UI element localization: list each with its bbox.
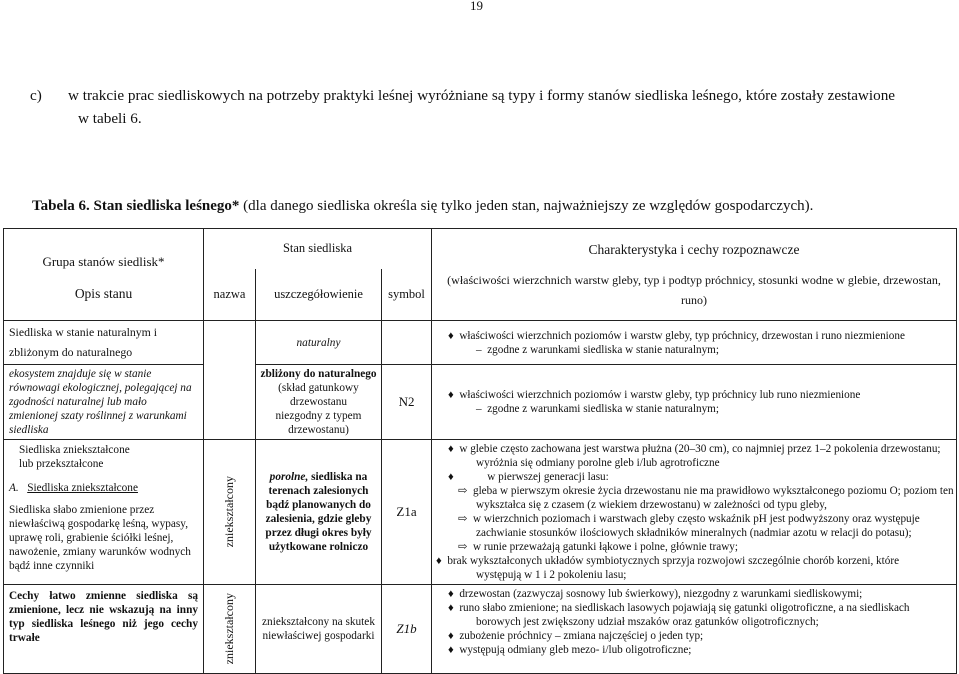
intro-label: c) xyxy=(30,87,42,104)
symbol-empty xyxy=(382,321,432,365)
header-group-cell xyxy=(4,229,204,321)
list-item: ♦ w pierwszej generacji lasu: xyxy=(448,471,609,483)
uszcz-naturalny: naturalny xyxy=(256,321,382,365)
nazwa-deformed-cell-2 xyxy=(204,585,256,674)
header-char-sub-2: runo) xyxy=(681,292,708,307)
group-deformed-cell xyxy=(4,440,204,585)
header-uszczegolowienie: uszczegółowienie xyxy=(256,269,382,321)
list-item: ♦ brak wykształconych układów symbiotycznych sprzyja rozwojowi szczególnie chorób korzeni, które xyxy=(436,555,900,567)
group-natural-cell xyxy=(4,321,204,365)
nazwa-znieksztalcony-1: zniekształcony xyxy=(222,476,236,548)
header-opis-stanu: Opis stanu xyxy=(74,285,133,301)
intro-line-1: w trakcie prac siedliskowych na potrzeby praktyki leśnej wyróżniane są typy i formy stanów siedliska leśnego, które zostały zestawione xyxy=(68,87,896,104)
page-number: 19 xyxy=(470,0,483,13)
header-char-sub-1: (właściwości wierzchnich warstw gleby, typ i podtyp próchnicy, stosunki wodne w glebie, drzewostan, xyxy=(447,272,941,287)
header-stan-siedliska: Stan siedliska xyxy=(204,229,432,269)
table-caption xyxy=(32,198,947,215)
nazwa-natural-empty xyxy=(204,321,256,440)
group-natural-line-2: zbliżonym do naturalnego xyxy=(9,344,133,359)
list-item: ⇨ w runie przeważają gatunki łąkowe i polne, głównie trawy; xyxy=(458,541,738,553)
habitat-state-table xyxy=(3,228,957,674)
char-z1b-cell xyxy=(432,585,957,674)
uszcz-porolne-rest: siedliska na terenach zalesionych bądź planowanych do zalesienia, gdzie gleby przez długi okres były użytkowane rolniczo xyxy=(265,471,372,553)
list-item: ♦ w glebie często zachowana jest warstwa płużna (20–30 cm), co najmniej przez 1–2 pokolenia drzewostanu; xyxy=(448,443,941,455)
intro-paragraph xyxy=(30,84,930,130)
sub-title-deformed: Siedliska zniekształcone xyxy=(27,482,138,494)
char-natural-cell xyxy=(432,321,957,365)
list-item: – zgodne z warunkami siedliska w stanie naturalnym; xyxy=(476,403,719,415)
uszcz-zblizony-cell xyxy=(256,365,382,440)
list-item: – zgodne z warunkami siedliska w stanie naturalnym; xyxy=(476,343,719,356)
header-symbol: symbol xyxy=(382,269,432,321)
list-item: wykształca się z czasem (z wiekiem drzewostanu) w zależności od typu gleby, xyxy=(476,499,827,511)
list-item: występują w 1 i 2 pokoleniu lasu; xyxy=(476,569,627,581)
group-deformed-line-1: Siedliska zniekształcone xyxy=(19,444,130,456)
opis-cechy-cell: Cechy łatwo zmienne siedliska są zmienione, lecz nie wskazują na inny typ siedliska leśnego niż jego cechy trwałe xyxy=(4,585,204,674)
nazwa-deformed-cell xyxy=(204,440,256,585)
header-group-title: Grupa stanów siedlisk* xyxy=(42,253,165,269)
list-item: wyróżnia się odmiany porolne gleb i/lub agrotroficzne xyxy=(476,457,720,469)
group-deformed-line-2: lub przekształcone xyxy=(19,458,104,470)
list-item: ♦ drzewostan (zazwyczaj sosnowy lub świerkowy), niezgodny z warunkami siedliskowymi; xyxy=(448,588,863,600)
uszcz-zblizony-line-3: niezgodny z typem drzewostanu) xyxy=(275,410,362,436)
char-porolne-cell xyxy=(432,440,957,585)
uszcz-zblizony-title: zbliżony do naturalnego xyxy=(260,368,377,380)
list-item: ♦ właściwości wierzchnich poziomów i warstw gleby, typ próchnicy, drzewostan i runo niezmienione xyxy=(448,329,905,342)
list-item: ♦ zubożenie próchnicy – zmiana najczęściej o jeden typ; xyxy=(448,630,704,642)
table-row xyxy=(4,365,957,440)
table-row xyxy=(4,321,957,365)
intro-line-2: w tabeli 6. xyxy=(78,110,142,127)
table-row xyxy=(4,440,957,585)
group-natural-line-1: Siedliska w stanie naturalnym i xyxy=(9,325,158,339)
char-zblizony-cell xyxy=(432,365,957,440)
header-char-title: Charakterystyka i cechy rozpoznawcze xyxy=(588,241,800,257)
list-item: borowych jest zwiększony udział mszaków oraz gatunków oligotroficznych; xyxy=(476,616,819,628)
header-nazwa: nazwa xyxy=(204,269,256,321)
opis-deformed: Siedliska słabo zmienione przez niewłaściwą gospodarkę leśną, wypasy, uprawę roli, grabienie ściółki leśnej, nawożenie, zmiany warunków wodnych bądź inne czynniki xyxy=(9,504,191,572)
list-item: ⇨ gleba w pierwszym okresie życia drzewostanu nie ma prawidłowo wykształconego poziomu O; poziom ten xyxy=(458,485,954,497)
list-item: ♦ występują odmiany gleb mezo- i/lub oligotroficzne; xyxy=(448,644,692,656)
opis-natural-cell: ekosystem znajduje się w stanie równowagi ekologicznej, polegającej na zgodności naturalnej lub mało zmienionej szaty roślinnej z warunkami siedliska xyxy=(4,365,204,440)
list-item: ⇨ w wierzchnich poziomach i warstwach gleby często wskaźnik pH jest podwyższony oraz występuje xyxy=(458,513,920,525)
caption-prefix: Tabela 6. Stan siedliska leśnego* xyxy=(32,198,244,214)
uszcz-zblizony-line-2: (skład gatunkowy drzewostanu xyxy=(278,382,359,408)
uszcz-porolne-cell xyxy=(256,440,382,585)
header-characteristics-cell xyxy=(432,229,957,321)
uszcz-niewlasciwa-gospodarka: zniekształcony na skutek niewłaściwej gospodarki xyxy=(256,585,382,674)
uszcz-porolne-italic: porolne, xyxy=(269,471,309,483)
list-item: zachwianie stosunków ilościowych składników mineralnych (nadmiar azotu w relacji do potasu); xyxy=(476,527,912,539)
symbol-z1a: Z1a xyxy=(382,440,432,585)
list-item: ♦ runo słabo zmienione; na siedliskach lasowych pojawiają się gatunki oligotroficzne, a na siedliskach xyxy=(448,602,910,614)
symbol-z1b: Z1b xyxy=(382,585,432,674)
sub-label-a: A. xyxy=(9,482,19,494)
list-item: ♦ właściwości wierzchnich poziomów i warstw gleby, typ próchnicy lub runo niezmienione xyxy=(448,389,861,401)
caption-rest: (dla danego siedliska określa się tylko jeden stan, najważniejszy ze względów gospodarczych). xyxy=(243,198,814,214)
nazwa-znieksztalcony-2: zniekształcony xyxy=(222,593,236,665)
symbol-n2: N2 xyxy=(382,365,432,440)
table-row xyxy=(4,585,957,674)
